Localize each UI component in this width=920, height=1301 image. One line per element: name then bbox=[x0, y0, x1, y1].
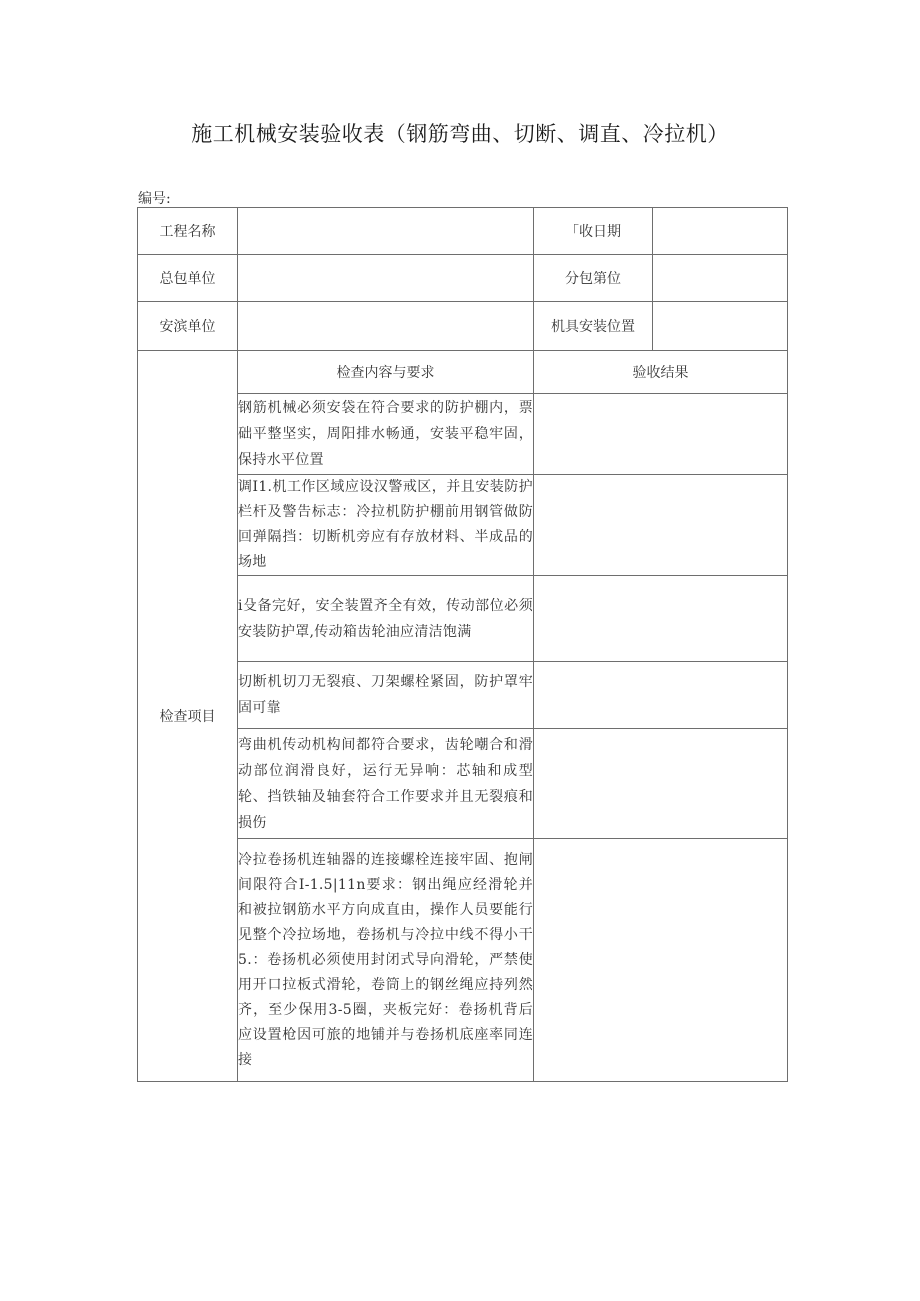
general-contractor-field[interactable] bbox=[238, 255, 534, 302]
inspection-result-field[interactable] bbox=[534, 662, 788, 729]
inspection-result-field[interactable] bbox=[534, 729, 788, 839]
serial-number-label: 编号: bbox=[138, 191, 171, 207]
acceptance-date-field[interactable] bbox=[653, 208, 788, 255]
inspection-result-field[interactable] bbox=[534, 475, 788, 576]
acceptance-result-header: 验收结果 bbox=[534, 351, 788, 394]
acceptance-form-table bbox=[137, 207, 788, 1082]
inspection-item-text: 钢筋机械必须安袋在符合要求的防护棚内，票础平整坚实，周阳排水畅通，安装平稳牢固，保持水平位置 bbox=[238, 394, 534, 475]
inspection-item-text: 调I1.机工作区域应设汉警戒区，并且安装防护栏杆及警告标志：冷拉机防护棚前用钢管做防回弹隔挡：切断机旁应有存放材料、半成品的场地 bbox=[238, 475, 534, 576]
inspection-item-text: 冷拉卷扬机连轴器的连接螺栓连接牢固、抱闸间限符合I-1.5|11n要求：钢出绳应经滑轮并和被拉钢筋水平方向成直由，操作人员要能行见整个冷拉场地，卷扬机与冷拉中线不得小干5.：卷扬机必须使用封闭式导向滑轮，严禁使用开口拉板式滑轮，卷筒上的钢丝绳应持列然齐，至少保用3-5圈，夹板完好：卷扬机背后应设置枪因可旅的地铺并与卷扬机底座率同连接 bbox=[238, 839, 534, 1082]
inspection-result-field[interactable] bbox=[534, 576, 788, 662]
info-row-project bbox=[138, 208, 788, 255]
inspection-result-field[interactable] bbox=[534, 839, 788, 1082]
installation-unit-label: 安滨单位 bbox=[138, 302, 238, 351]
subcontractor-field[interactable] bbox=[653, 255, 788, 302]
inspection-item-text: 弯曲机传动机构间都符合要求，齿轮嘲合和滑动部位润滑良好，运行无异响：芯轴和成型轮、挡铁轴及轴套符合工作要求并且无裂痕和损伤 bbox=[238, 729, 534, 839]
project-name-label: 工程名称 bbox=[138, 208, 238, 255]
info-row-installer bbox=[138, 302, 788, 351]
machine-location-label: 机具安装位置 bbox=[534, 302, 653, 351]
inspection-item-text: 切断机切刀无裂痕、刀架螺栓紧固，防护罩牢固可靠 bbox=[238, 662, 534, 729]
inspection-section-label: 检查项目 bbox=[138, 351, 238, 1082]
inspection-header-row bbox=[138, 351, 788, 394]
acceptance-date-label: 「收日期 bbox=[534, 208, 653, 255]
content-requirements-header: 检查内容与要求 bbox=[238, 351, 534, 394]
project-name-field[interactable] bbox=[238, 208, 534, 255]
installation-unit-field[interactable] bbox=[238, 302, 534, 351]
machine-location-field[interactable] bbox=[653, 302, 788, 351]
inspection-result-field[interactable] bbox=[534, 394, 788, 475]
inspection-item-text: i殳备完好，安全装置齐全有效，传动部位必须安装防护罩,传动箱齿轮油应清洁饱满 bbox=[238, 576, 534, 662]
page-title: 施工机械安装验收表（钢筋弯曲、切断、调直、冷拉机） bbox=[191, 122, 729, 146]
info-row-contractor bbox=[138, 255, 788, 302]
subcontractor-label: 分包第位 bbox=[534, 255, 653, 302]
general-contractor-label: 总包单位 bbox=[138, 255, 238, 302]
